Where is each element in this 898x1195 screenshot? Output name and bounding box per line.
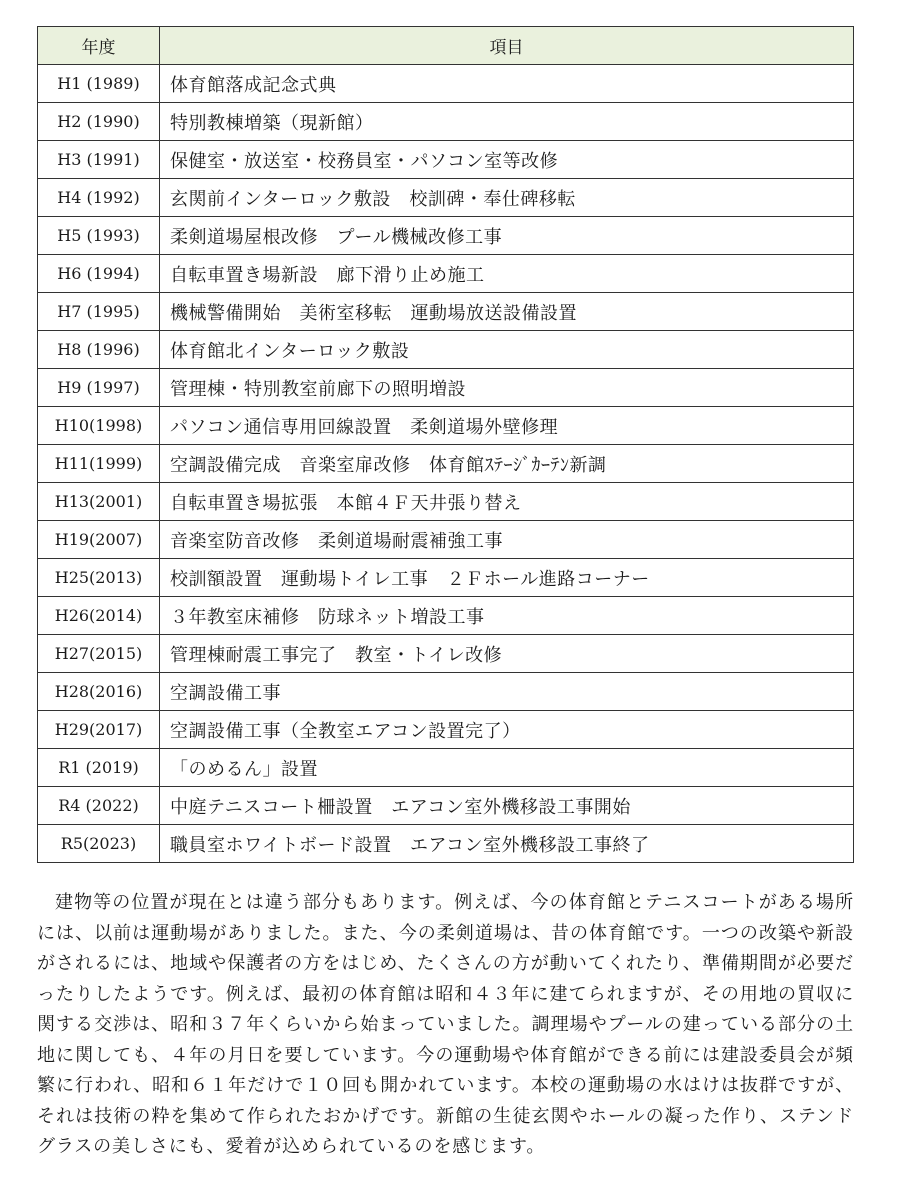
table-row [38, 521, 854, 559]
year-cell: R1 (2019) [38, 749, 160, 787]
year-cell: H1 (1989) [38, 65, 160, 103]
header-item: 項目 [160, 27, 854, 65]
item-cell: ３年教室床補修 防球ネット増設工事 [160, 597, 854, 635]
year-cell: H3 (1991) [38, 141, 160, 179]
table-row [38, 483, 854, 521]
table-row [38, 749, 854, 787]
year-cell: H10(1998) [38, 407, 160, 445]
year-cell: H27(2015) [38, 635, 160, 673]
year-cell: H4 (1992) [38, 179, 160, 217]
year-cell: H13(2001) [38, 483, 160, 521]
item-cell: 空調設備工事（全教室エアコン設置完了） [160, 711, 854, 749]
table-row [38, 293, 854, 331]
item-cell: 音楽室防音改修 柔剣道場耐震補強工事 [160, 521, 854, 559]
year-cell: H29(2017) [38, 711, 160, 749]
table-row [38, 787, 854, 825]
item-cell: 「のめるん」設置 [160, 749, 854, 787]
header-year: 年度 [38, 27, 160, 65]
table-row [38, 711, 854, 749]
item-cell: 空調設備工事 [160, 673, 854, 711]
table-row [38, 331, 854, 369]
table-row [38, 825, 854, 863]
table-row [38, 179, 854, 217]
table-row [38, 597, 854, 635]
year-cell: H25(2013) [38, 559, 160, 597]
year-cell: H28(2016) [38, 673, 160, 711]
year-cell: H7 (1995) [38, 293, 160, 331]
table-row [38, 103, 854, 141]
table-row [38, 559, 854, 597]
item-cell: 保健室・放送室・校務員室・パソコン室等改修 [160, 141, 854, 179]
table-row [38, 369, 854, 407]
item-cell: 柔剣道場屋根改修 プール機械改修工事 [160, 217, 854, 255]
item-cell: 職員室ホワイトボード設置 エアコン室外機移設工事終了 [160, 825, 854, 863]
table-row [38, 141, 854, 179]
year-cell: H8 (1996) [38, 331, 160, 369]
year-cell: H6 (1994) [38, 255, 160, 293]
table-row [38, 217, 854, 255]
item-cell: 体育館落成記念式典 [160, 65, 854, 103]
year-cell: R5(2023) [38, 825, 160, 863]
table-row [38, 407, 854, 445]
item-cell: 管理棟耐震工事完了 教室・トイレ改修 [160, 635, 854, 673]
table-row [38, 65, 854, 103]
year-cell: H2 (1990) [38, 103, 160, 141]
table-header-row [38, 27, 854, 65]
year-cell: H19(2007) [38, 521, 160, 559]
item-cell: 機械警備開始 美術室移転 運動場放送設備設置 [160, 293, 854, 331]
item-cell: 体育館北インターロック敷設 [160, 331, 854, 369]
table-row [38, 445, 854, 483]
item-cell: 自転車置き場新設 廊下滑り止め施工 [160, 255, 854, 293]
table-row [38, 635, 854, 673]
year-cell: H5 (1993) [38, 217, 160, 255]
table-row [38, 255, 854, 293]
item-cell: 校訓額設置 運動場トイレ工事 ２Ｆホール進路コーナー [160, 559, 854, 597]
history-table [37, 26, 854, 863]
item-cell: 玄関前インターロック敷設 校訓碑・奉仕碑移転 [160, 179, 854, 217]
year-cell: H26(2014) [38, 597, 160, 635]
table-row [38, 673, 854, 711]
item-cell: 中庭テニスコート柵設置 エアコン室外機移設工事開始 [160, 787, 854, 825]
description-paragraph: 建物等の位置が現在とは違う部分もあります。例えば、今の体育館とテニスコートがある場所には、以前は運動場がありました。また、今の柔剣道場は、昔の体育館です。一つの改築や新設がされるには、地域や保護者の方をはじめ、たくさんの方が動いてくれたり、準備期間が必要だったりしたようです。例えば、最初の体育館は昭和４３年に建てられますが、その用地の買収に関する交渉は、昭和３７年くらいから始まっていました。調理場やプールの建っている部分の土地に関しても、４年の月日を要しています。今の運動場や体育館ができる前には建設委員会が頻繁に行われ、昭和６１年だけで１０回も開かれています。本校の運動場の水はけは抜群ですが、それは技術の粋を集めて作られたおかげです。新館の生徒玄関やホールの凝った作り、ステンドグラスの美しさにも、愛着が込められているのを感じます。 [37, 892, 854, 1157]
item-cell: 空調設備完成 音楽室扉改修 体育館ｽﾃｰｼﾞｶｰﾃﾝ新調 [160, 445, 854, 483]
year-cell: H11(1999) [38, 445, 160, 483]
item-cell: 特別教棟増築（現新館） [160, 103, 854, 141]
item-cell: パソコン通信専用回線設置 柔剣道場外壁修理 [160, 407, 854, 445]
year-cell: H9 (1997) [38, 369, 160, 407]
year-cell: R4 (2022) [38, 787, 160, 825]
item-cell: 自転車置き場拡張 本館４Ｆ天井張り替え [160, 483, 854, 521]
item-cell: 管理棟・特別教室前廊下の照明増設 [160, 369, 854, 407]
